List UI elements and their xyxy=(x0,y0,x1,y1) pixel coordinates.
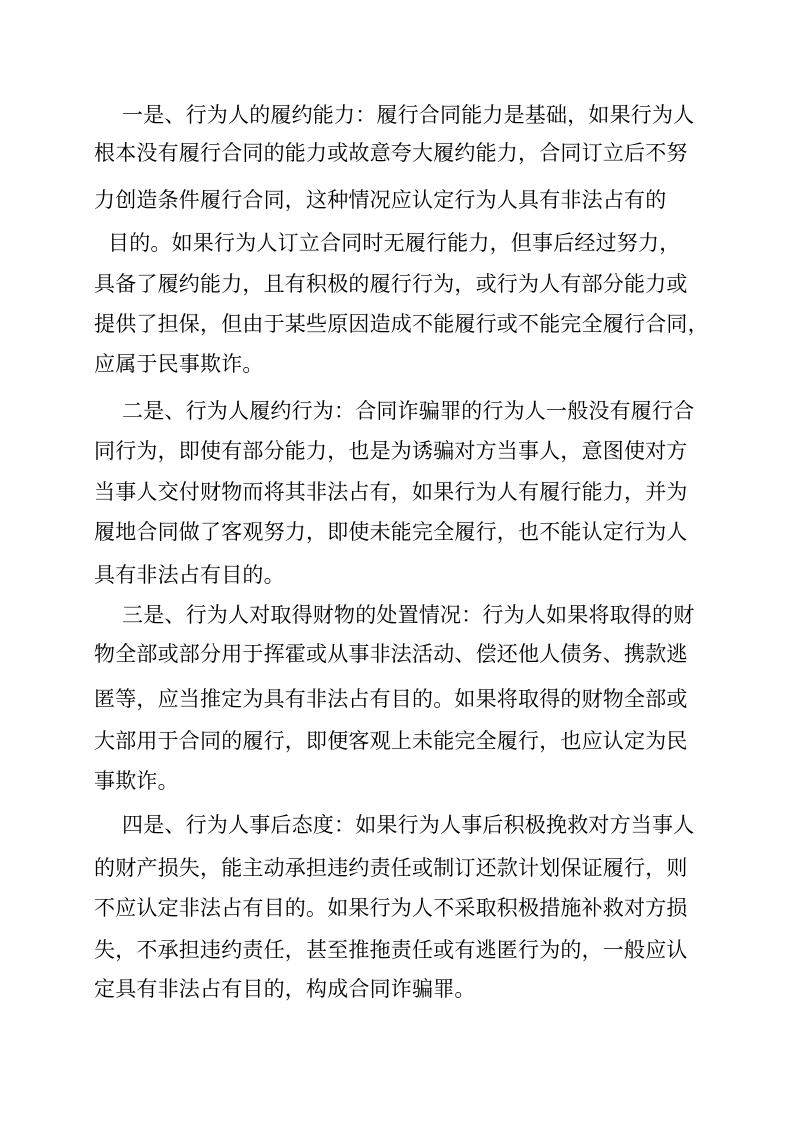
text-line: 履地合同做了客观努力，即使未能完全履行，也不能认定行为人 xyxy=(94,520,688,544)
text-line: 大部用于合同的履行，即便客观上未能完全履行，也应认定为民 xyxy=(94,729,688,753)
text-line: 目的。如果行为人订立合同时无履行能力，但事后经过努力， xyxy=(108,231,681,255)
text-line: 四是、行为人事后态度：如果行为人事后积极挽救对方当事人 xyxy=(122,813,695,837)
text-line: 二是、行为人履约行为：合同诈骗罪的行为人一般没有履行合 xyxy=(122,399,695,423)
text-line: 同行为，即使有部分能力，也是为诱骗对方当事人，意图使对方 xyxy=(94,439,688,463)
text-line: 具有非法占有目的。 xyxy=(94,563,285,587)
text-line: 事欺诈。 xyxy=(94,769,179,793)
text-line: 当事人交付财物而将其非法占有，如果行为人有履行能力，并为 xyxy=(94,480,688,504)
text-line: 不应认定非法占有目的。如果行为人不采取积极措施补救对方损 xyxy=(94,896,688,920)
text-line: 的财产损失，能主动承担违约责任或制订还款计划保证履行，则 xyxy=(94,856,688,880)
text-line: 三是、行为人对取得财物的处置情况：行为人如果将取得的财 xyxy=(122,603,695,627)
text-line: 定具有非法占有目的，构成合同诈骗罪。 xyxy=(94,977,476,1001)
text-line: 提供了担保，但由于某些原因造成不能履行或不能完全履行合同， xyxy=(94,312,709,336)
text-line: 根本没有履行合同的能力或故意夸大履约能力，合同订立后不努 xyxy=(94,141,688,165)
text-line: 应属于民事欺诈。 xyxy=(94,352,264,376)
text-line: 物全部或部分用于挥霍或从事非法活动、偿还他人债务、携款逃 xyxy=(94,642,688,666)
text-line: 力创造条件履行合同，这种情况应认定行为人具有非法占有的 xyxy=(94,188,667,212)
text-line: 匿等，应当推定为具有非法占有目的。如果将取得的财物全部或 xyxy=(94,687,688,711)
text-line: 具备了履约能力，且有积极的履行行为，或行为人有部分能力或 xyxy=(94,272,688,296)
text-line: 失，不承担违约责任，甚至推拖责任或有逃匿行为的，一般应认 xyxy=(94,938,688,962)
text-line: 一是、行为人的履约能力：履行合同能力是基础，如果行为人 xyxy=(122,103,695,127)
